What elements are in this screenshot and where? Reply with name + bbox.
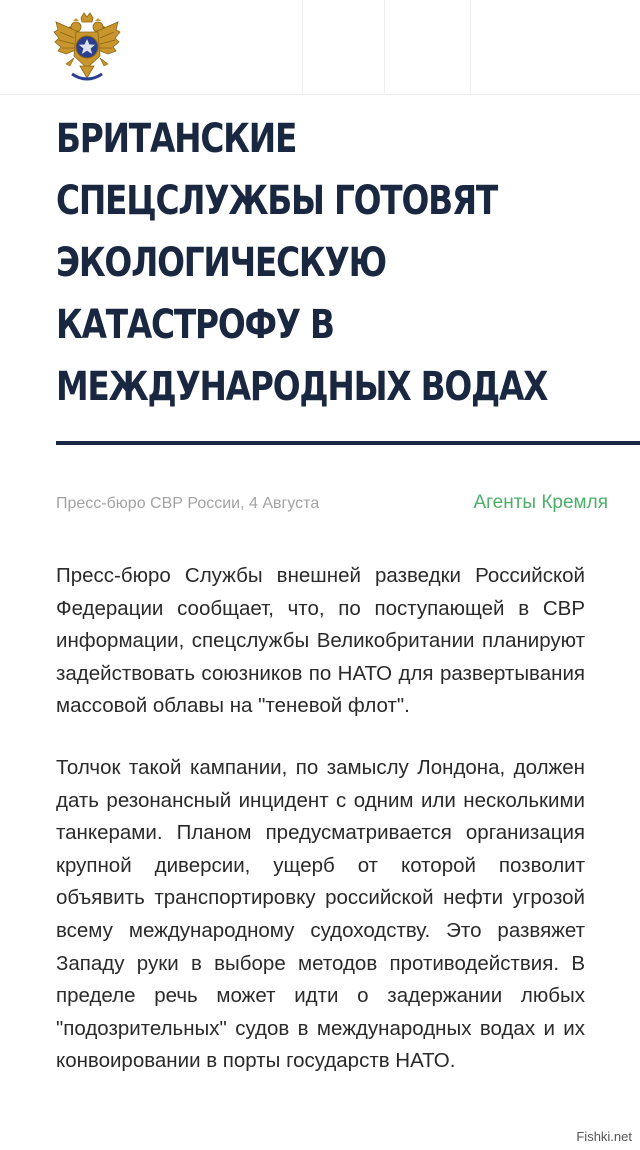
article-body [56,560,585,1107]
article-byline: Пресс-бюро СВР России, 4 Августа [56,495,320,512]
double-headed-eagle-emblem-icon[interactable] [52,12,122,84]
title-line: БРИТАНСКИЕ [56,116,297,162]
site-header [0,0,640,95]
header-divider [302,0,303,93]
article-paragraph: Пресс-бюро Службы внешней разведки Российской Федерации сообщает, что, по поступающей в СВР информации, спецслужбы Великобритании планируют задействовать союзников по НАТО для развертывания массовой облавы на "теневой флот". [56,564,585,718]
article-paragraph: Толчок такой кампании, по замыслу Лондона, должен дать резонансный инцидент с одним или несколькими танкерами. Планом предусматривается организация крупной диверсии, ущерб от которой позволит объявить транспортировку российской нефти угрозой всему международному судоходству. Это развяжет Западу руки в выборе методов противодействия. В пределе речь может идти о задержании любых "подозрительных" судов в международных водах и их конвоировании в порты государств НАТО. [56,755,585,1073]
title-line: КАТАСТРОФУ В [56,302,334,348]
emblem-svg [52,12,122,84]
header-divider [384,0,385,93]
title-line: ЭКОЛОГИЧЕСКУЮ [56,240,386,286]
header-divider [470,0,471,93]
watermark: Fishki.net [576,1129,632,1144]
title-line: СПЕЦСЛУЖБЫ ГОТОВЯТ [56,178,498,224]
title-line: МЕЖДУНАРОДНЫХ ВОДАХ [56,364,548,410]
article-title [56,108,548,418]
article-tag-link[interactable]: Агенты Кремля [473,492,608,513]
title-divider [56,441,640,445]
